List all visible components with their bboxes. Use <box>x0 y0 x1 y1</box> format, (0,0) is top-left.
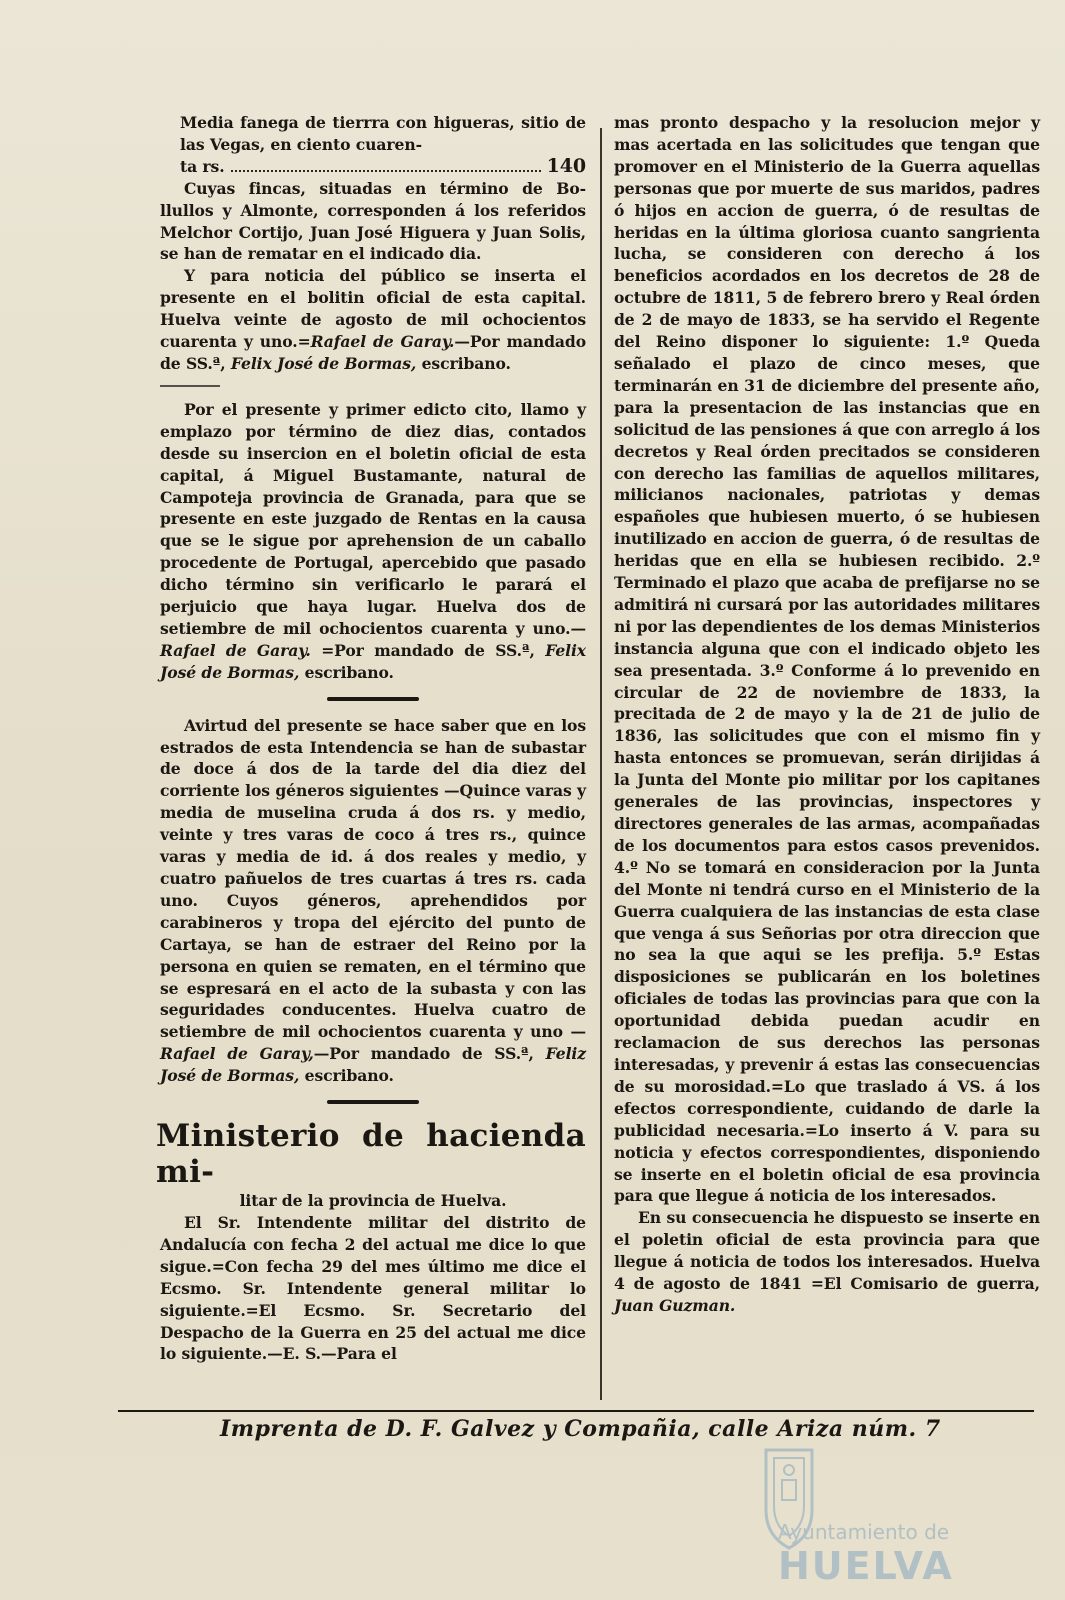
auction-end: escribano. <box>304 1066 394 1086</box>
edict-signer: Rafael de Garay. <box>160 640 311 660</box>
auction-clerk: Feliz José de Bormas, <box>160 1044 586 1086</box>
edict-mid: =Por mandado de SS.ª, <box>321 640 535 660</box>
section-divider <box>327 697 419 701</box>
auction-text: Avirtud del presente se hace saber que en los estrados de esta Intendencia se han de subastar de doce á dos de la tarde del dia diez del corriente los géneros siguientes —Quince varas y media de muselina cruda á dos rs. y medio, veinte y tres varas de coco á tres rs., quince varas y media de id. á dos reales y medio, y cuatro pañuelos de tres cuartas á tres rs. cada uno. Cuyos géneros, aprehendidos por carabineros y tropa del ejército del punto de Cartaya, se han de estraer del Reino por la persona en quien se rematen, en el término que se espresará en el acto de la subasta y con las seguridades conducentes. Huelva cuatro de setiembre de mil ochocientos cuarenta y uno — <box>160 715 586 1042</box>
closing-signer: Juan Guzman. <box>614 1295 736 1315</box>
left-column <box>156 112 586 1365</box>
section-divider-short <box>160 385 220 387</box>
edict-clerk: Felix José de Bormas, <box>160 640 586 682</box>
ministry-paragraph: El Sr. Intendente militar del distrito de Andalucía con fecha 2 del actual me dice lo que sigue.=Con fecha 29 del mes último me dice el Ecsmo. Sr. Intendente general militar lo siguiente.=El Ecsmo. Sr. Secretario del Despacho de la Guerra en 25 del actual me dice lo siguiente.—E. S.—Para el <box>160 1212 586 1364</box>
footer-rule <box>118 1410 1034 1412</box>
property-price-line <box>160 156 586 178</box>
section-divider <box>327 1100 419 1104</box>
property-price: 140 <box>546 154 586 177</box>
closing-paragraph <box>614 1207 1040 1317</box>
notice-paragraph <box>160 265 586 375</box>
watermark-line2: HUELVA <box>778 1544 954 1588</box>
auction-signer: Rafael de Garay, <box>160 1044 314 1064</box>
auction-paragraph <box>160 715 586 1087</box>
decree-paragraph: mas pronto despacho y la resolucion mejor y mas acertada en las solicitudes que tengan que promover en el Ministerio de la Guerra aquellas personas que por muerte de sus maridos, padres ó hijos en accion de guerra, ó de resultas de heridas en la última gloriosa cuanto sangrienta lucha, se consideren con derecho á los beneficios acordados en los decretos de 28 de octubre de 1811, 5 de febrero brero y Real órden de 2 de mayo de 1833, se ha servido el Regente del Reino disponer lo siguiente: 1.º Queda señalado el plazo de cinco meses, que terminarán en 31 de diciembre del presente año, para la presentacion de las instancias que en solicitud de las pensiones á que con arreglo á los decretos y Real órden precitados se consideren con derecho las familias de aquellos militares, milicianos nacionales, patriotas y demas españoles que hubiesen muerto, ó se hubiesen inutilizado en accion de guerra, ó de resultas de heridas que en ella se hubiesen recibido. 2.º Terminado el plazo que acaba de prefijarse no se admitirá ni cursará por las autoridades militares ni por las dependientes de los demas Ministerios instancia alguna que con el indicado objeto les sea presentada. 3.º Conforme á lo prevenido en circular de 22 de noviembre de 1833, la precitada de 2 de mayo y la de 21 de julio de 1836, las solicitudes que con el mismo fin y hasta entonces se promuevan, serán dirijidas á la Junta del Monte pio militar por los capitanes generales de las provincias, inspectores y directores generales de las armas, acompañadas de los documentos para estos casos prevenidos. 4.º No se tomará en consideracion por la Junta del Monte ni tendrá curso en el Ministerio de la Guerra cualquiera de las instancias de esta clase que venga á sus Señorias por otra direccion que no sea la que aqui se les prefija. 5.º Estas disposiciones se publicarán en los boletines oficiales de todas las provincias para que con la oportunidad debida puedan acudir en reclamacion de sus derechos las personas interesadas, y prevenir á estas las consecuencias de su morosidad.=Lo que traslado á VS. á los efectos correspondiente, cuidando de darle la publicidad necesaria.=Lo inserto á V. para su noticia y efectos correspondientes, disponiendo se inserte en el boletin oficial de esa provincia para que llegue á noticia de los interesados. <box>614 113 1040 1206</box>
notice-text: Y para noticia del público se inserta el presente en el bolitin oficial de esta capital. Huelva veinte de agosto de mil ochocientos cuarenta y uno.= <box>160 266 586 352</box>
notice-end: escribano. <box>421 353 511 373</box>
ministry-subheading: litar de la provincia de Huelva. <box>239 1191 507 1211</box>
property-entry-end: ta rs. <box>180 156 225 176</box>
column-divider <box>600 128 602 1400</box>
archive-watermark <box>760 1440 1020 1590</box>
property-entry: Media fanega de tierrra con higueras, sitio de las Vegas, en ciento cuaren- <box>180 113 586 154</box>
watermark-line1: Ayuntamiento de <box>778 1520 950 1544</box>
properties-paragraph: Cuyas fincas, situadas en término de Bo-llullos y Almonte, corresponden á los referidos Melchor Cortijo, Juan José Higuera y Juan Solis, se han de rematar en el indicado dia. <box>160 178 586 264</box>
ministry-heading: Ministerio de hacienda mi- <box>156 1118 586 1191</box>
edict-text: Por el presente y primer edicto cito, llamo y emplazo por término de diez dias, contados desde su insercion en el boletin oficial de esta capital, á Miguel Bustamante, natural de Campoteja provincia de Granada, para que se presente en este juzgado de Rentas en la causa que se le sigue por aprehension de un caballo procedente de Portugal, apercebido que pasado dicho término sin verificarlo le parará el perjuicio que haya lugar. Huelva dos de setiembre de mil ochocientos cuarenta y uno.— <box>160 399 586 638</box>
edict-end: escribano. <box>304 662 394 682</box>
auction-mid: —Por mandado de SS.ª, <box>313 1044 534 1064</box>
notice-clerk: Felix José de Bormas, <box>230 353 417 373</box>
notice-mid: —Por mandado de SS.ª, <box>160 332 586 373</box>
closing-text: En su consecuencia he dispuesto se inserte en el poletin oficial de esta provincia para que llegue á noticia de todos los interesados. Huelva 4 de agosto de 1841 =El Comisario de guerra, <box>614 1208 1040 1294</box>
edict-paragraph <box>160 399 586 684</box>
notice-signer: Rafael de Garay. <box>310 332 455 352</box>
leader-dots <box>231 170 541 172</box>
printer-imprint: Imprenta de D. F. Galvez y Compañia, calle Ariza núm. 7 <box>220 1416 941 1442</box>
right-column <box>614 112 1040 1317</box>
